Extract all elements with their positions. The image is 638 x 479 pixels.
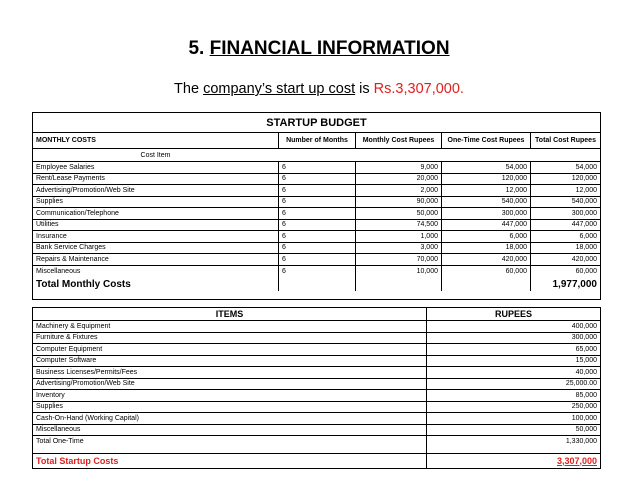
item-name: Business Licenses/Permits/Fees	[36, 368, 138, 376]
budget-item-months: 6	[278, 254, 355, 265]
budget-title: STARTUP BUDGET	[266, 116, 367, 129]
budget-item-months: 6	[278, 220, 355, 231]
item-row	[33, 379, 600, 391]
budget-item-name: Supplies	[36, 198, 63, 206]
item-name: Cash-On-Hand (Working Capital)	[36, 414, 139, 422]
section-number: 5.	[188, 38, 205, 59]
item-value: 85,000	[426, 390, 600, 401]
budget-row	[33, 254, 600, 266]
budget-item-monthly: 74,500	[355, 220, 441, 231]
total-monthly-value: 1,977,000	[530, 277, 600, 291]
item-name: Inventory	[36, 391, 65, 399]
budget-item-onetime: 60,000	[441, 266, 530, 278]
budget-row	[33, 185, 600, 197]
item-name: Miscellaneous	[36, 426, 81, 434]
budget-item-name: Insurance	[36, 232, 67, 240]
item-row	[33, 367, 600, 379]
budget-row	[33, 243, 600, 255]
budget-item-months: 6	[278, 266, 355, 278]
budget-item-onetime: 540,000	[441, 197, 530, 208]
budget-row	[33, 208, 600, 220]
budget-item-name: Employee Salaries	[36, 163, 95, 171]
item-row	[33, 356, 600, 368]
item-name: Advertising/Promotion/Web Site	[36, 380, 135, 388]
summary-prefix: The	[174, 81, 204, 97]
page-heading	[0, 38, 638, 60]
item-row	[33, 321, 600, 333]
budget-row	[33, 266, 600, 278]
header-rupees: RUPEES	[426, 308, 600, 320]
budget-item-name: Bank Service Charges	[36, 244, 106, 252]
item-value: 100,000	[426, 413, 600, 424]
item-value: 40,000	[426, 367, 600, 378]
budget-item-months: 6	[278, 231, 355, 242]
budget-item-name: Advertising/Promotion/Web Site	[36, 186, 135, 194]
budget-item-total: 447,000	[530, 220, 600, 231]
item-row	[33, 402, 600, 414]
budget-item-months: 6	[278, 243, 355, 254]
budget-item-onetime: 420,000	[441, 254, 530, 265]
budget-item-monthly: 3,000	[355, 243, 441, 254]
budget-item-months: 6	[278, 197, 355, 208]
item-name: Furniture & Fixtures	[36, 334, 98, 342]
cost-item-label: Cost Item	[140, 151, 171, 159]
item-value: 25,000.00	[426, 379, 600, 390]
budget-item-monthly: 2,000	[355, 185, 441, 196]
item-value: 250,000	[426, 402, 600, 413]
budget-item-monthly: 10,000	[355, 266, 441, 278]
budget-item-name: Miscellaneous	[36, 267, 81, 275]
budget-row	[33, 174, 600, 186]
items-table	[32, 307, 601, 469]
item-value: 1,330,000	[426, 436, 600, 448]
budget-header-row	[33, 133, 600, 149]
budget-item-total: 54,000	[530, 162, 600, 173]
budget-row	[33, 220, 600, 232]
total-monthly-label: Total Monthly Costs	[36, 278, 131, 290]
item-value: 15,000	[426, 356, 600, 367]
budget-item-monthly: 90,000	[355, 197, 441, 208]
budget-item-months: 6	[278, 162, 355, 173]
budget-row	[33, 162, 600, 174]
budget-item-monthly: 50,000	[355, 208, 441, 219]
budget-item-monthly: 1,000	[355, 231, 441, 242]
item-row	[33, 344, 600, 356]
item-name: Computer Equipment	[36, 345, 103, 353]
budget-item-total: 540,000	[530, 197, 600, 208]
item-name: Total One-Time	[36, 438, 84, 446]
items-header-row	[33, 308, 600, 321]
item-row	[33, 390, 600, 402]
budget-item-total: 300,000	[530, 208, 600, 219]
summary-amount: Rs.3,307,000.	[373, 81, 464, 97]
budget-item-name: Repairs & Maintenance	[36, 255, 109, 263]
budget-item-monthly: 70,000	[355, 254, 441, 265]
header-items: ITEMS	[215, 309, 244, 319]
budget-item-onetime: 6,000	[441, 231, 530, 242]
budget-item-name: Communication/Telephone	[36, 209, 119, 217]
section-title: FINANCIAL INFORMATION	[209, 38, 450, 59]
item-row	[33, 436, 600, 448]
total-startup-row	[33, 454, 600, 468]
budget-item-total: 60,000	[530, 266, 600, 278]
budget-item-months: 6	[278, 208, 355, 219]
budget-row	[33, 197, 600, 209]
budget-item-total: 120,000	[530, 174, 600, 185]
cost-item-row	[33, 149, 600, 162]
header-monthly-cost: Monthly Cost Rupees	[355, 133, 441, 148]
startup-cost-summary	[0, 81, 638, 97]
summary-mid: is	[355, 81, 374, 97]
item-name: Supplies	[36, 403, 63, 411]
budget-item-monthly: 9,000	[355, 162, 441, 173]
budget-item-total: 18,000	[530, 243, 600, 254]
item-row	[33, 333, 600, 345]
budget-item-months: 6	[278, 174, 355, 185]
budget-item-onetime: 54,000	[441, 162, 530, 173]
total-startup-label: Total Startup Costs	[36, 455, 119, 466]
budget-title-row	[33, 113, 600, 133]
budget-item-onetime: 447,000	[441, 220, 530, 231]
header-months: Number of Months	[278, 133, 355, 148]
summary-link[interactable]: company’s start up cost	[203, 81, 356, 97]
item-name: Machinery & Equipment	[36, 322, 111, 330]
total-startup-value: 3,307,000	[426, 454, 600, 468]
budget-item-monthly: 20,000	[355, 174, 441, 185]
item-value: 300,000	[426, 333, 600, 344]
total-monthly-row	[33, 277, 600, 291]
item-value: 400,000	[426, 321, 600, 332]
item-value: 65,000	[426, 344, 600, 355]
item-row	[33, 413, 600, 425]
budget-item-total: 6,000	[530, 231, 600, 242]
budget-item-onetime: 120,000	[441, 174, 530, 185]
header-monthly-costs: MONTHLY COSTS	[36, 137, 96, 144]
item-name: Computer Software	[36, 357, 97, 365]
budget-item-onetime: 12,000	[441, 185, 530, 196]
item-value: 50,000	[426, 425, 600, 436]
header-onetime-cost: One-Time Cost Rupees	[441, 133, 530, 148]
budget-row	[33, 231, 600, 243]
startup-budget-table	[32, 112, 601, 300]
budget-item-total: 420,000	[530, 254, 600, 265]
budget-item-onetime: 18,000	[441, 243, 530, 254]
budget-item-onetime: 300,000	[441, 208, 530, 219]
budget-item-name: Rent/Lease Payments	[36, 175, 105, 183]
item-row	[33, 425, 600, 437]
budget-item-months: 6	[278, 185, 355, 196]
budget-item-total: 12,000	[530, 185, 600, 196]
header-total-cost: Total Cost Rupees	[530, 133, 600, 148]
budget-item-name: Utilities	[36, 221, 59, 229]
